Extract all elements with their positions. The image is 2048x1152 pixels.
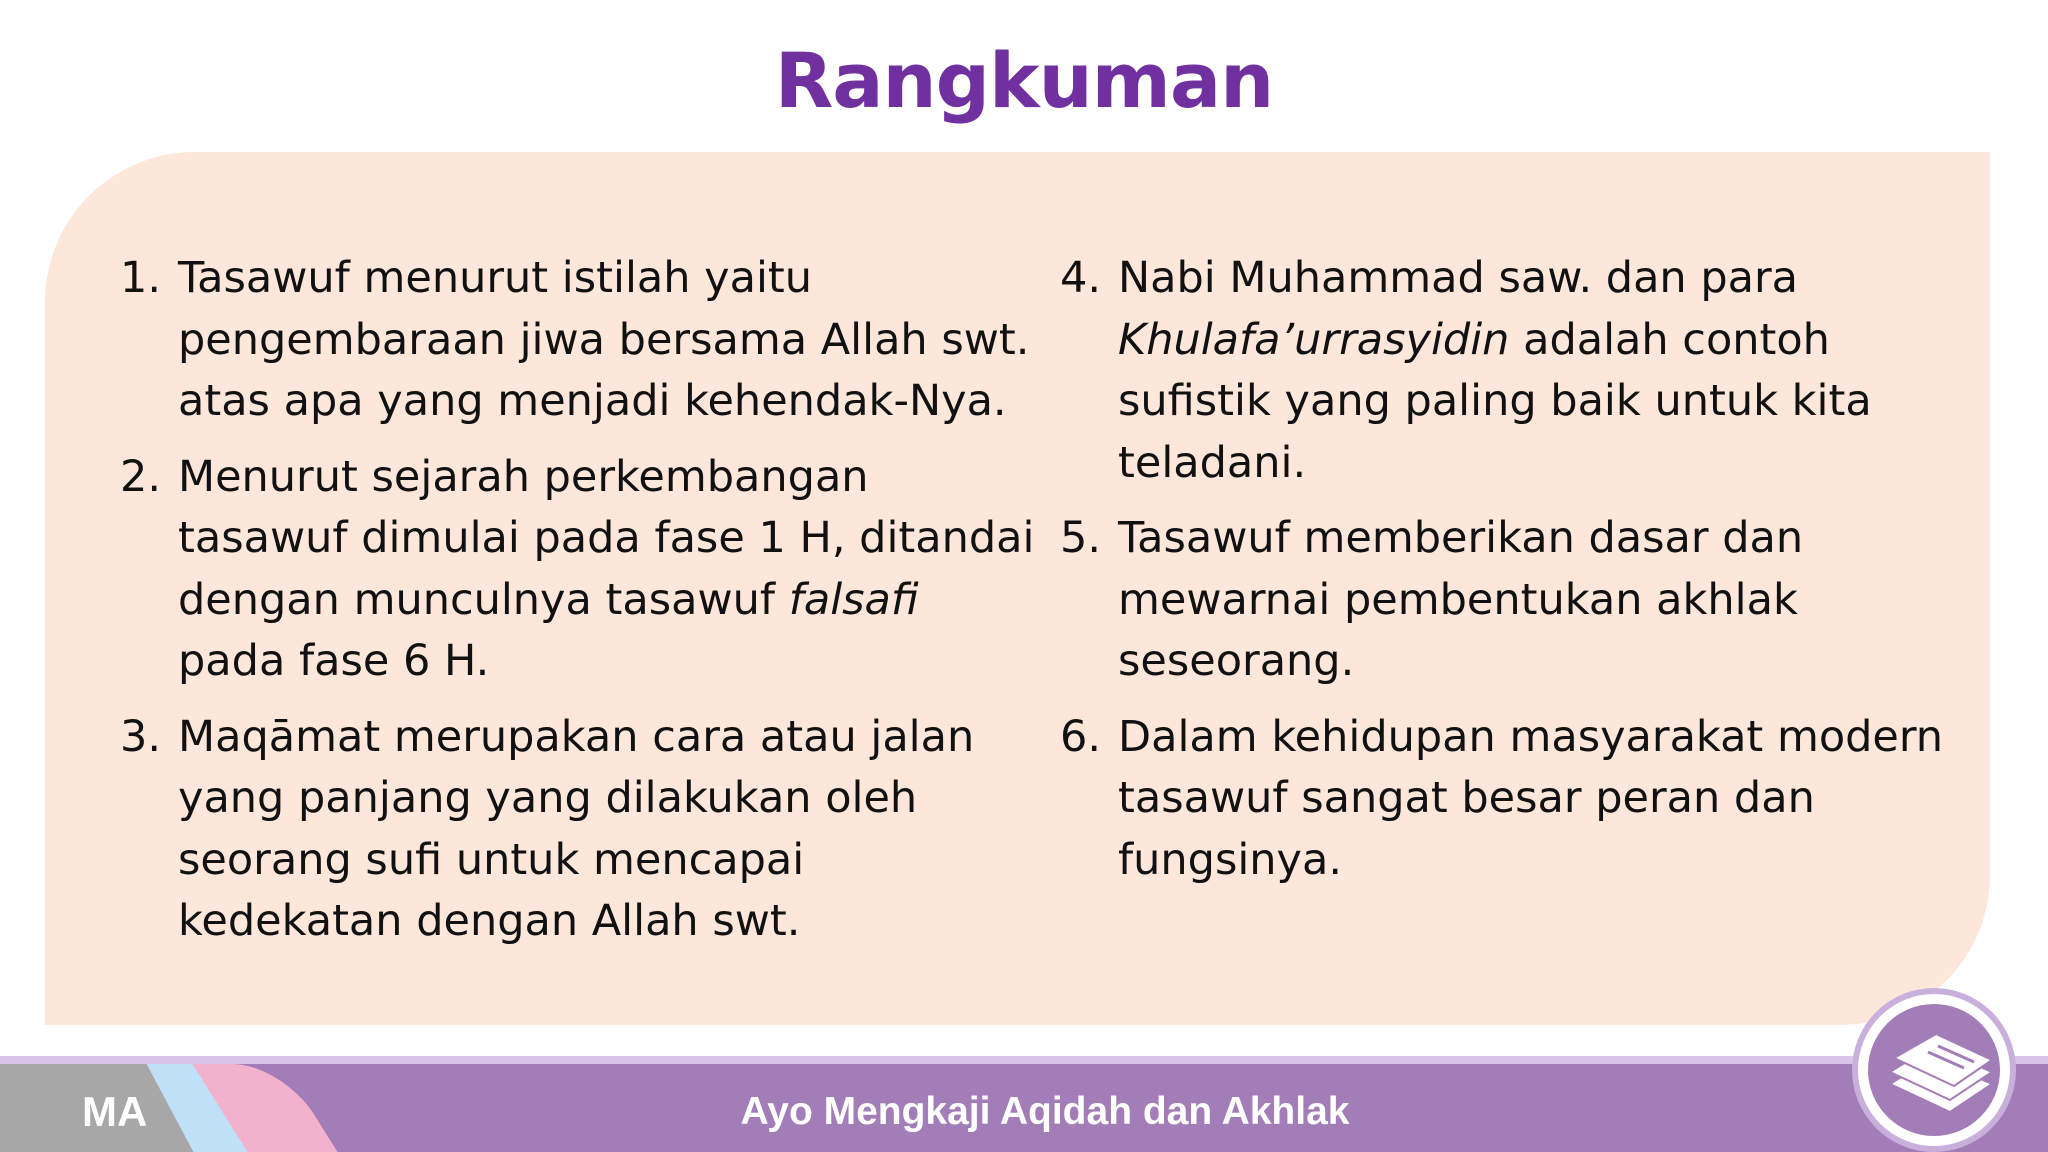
footer-band <box>0 1056 2048 1152</box>
summary-text: fungsinya. <box>1118 834 1343 885</box>
summary-item-line <box>1118 570 1940 632</box>
summary-item <box>1060 248 1940 494</box>
summary-item-line <box>178 248 1010 310</box>
slide-title: Rangkuman <box>774 36 1274 125</box>
summary-item-line <box>1118 768 1940 830</box>
summary-text: Nabi Muhammad saw. dan para <box>1118 253 1799 303</box>
summary-item-line <box>1118 830 1940 892</box>
summary-item-line <box>178 508 1035 570</box>
summary-text: Tasawuf menurut istilah yaitu <box>178 253 813 303</box>
summary-text: adalah contoh <box>1509 314 1830 365</box>
summary-text: sufistik yang paling baik untuk kita <box>1118 376 1872 426</box>
summary-item <box>1060 707 1944 892</box>
summary-text: Menurut sejarah perkembangan <box>178 451 869 502</box>
italic-term: falsafi <box>788 574 919 625</box>
summary-item-line <box>178 707 1010 769</box>
summary-text: Dalam kehidupan masyarakat modern <box>1118 711 1944 762</box>
summary-text: tasawuf dimulai pada fase 1 H, ditandai <box>178 513 1035 563</box>
summary-text: Tasawuf memberikan dasar dan <box>1118 513 1804 563</box>
italic-term: Khulafa’urrasyidin <box>1118 314 1510 365</box>
summary-text: pada fase 6 H. <box>178 636 490 686</box>
summary-text: Maqāmat merupakan cara atau jalan <box>178 711 975 762</box>
summary-item-line <box>1118 371 1940 433</box>
footer-top-line <box>0 1056 2048 1064</box>
summary-text: atas apa yang menjadi kehendak-Nya. <box>178 376 1007 426</box>
summary-item-line <box>178 830 1010 892</box>
summary-text: kedekatan dengan Allah swt. <box>178 896 801 946</box>
summary-item <box>120 707 1010 953</box>
footer-book-title: Ayo Mengkaji Aqidah dan Akhlak <box>740 1090 1350 1133</box>
summary-text: pengembaraan jiwa bersama Allah swt. <box>178 314 1030 365</box>
summary-item <box>120 447 1035 693</box>
book-logo-badge <box>1852 988 2016 1152</box>
summary-list-right <box>1060 248 1944 905</box>
summary-text: seseorang. <box>1118 636 1355 686</box>
summary-text: tasawuf sangat besar peran dan <box>1118 773 1815 823</box>
summary-item <box>1060 508 1940 693</box>
summary-item-line <box>178 891 1010 953</box>
summary-item-number: 5. <box>1060 513 1102 563</box>
summary-item-number: 2. <box>120 451 162 502</box>
summary-text: yang panjang yang dilakukan oleh <box>178 773 918 823</box>
summary-text: teladani. <box>1118 437 1307 488</box>
summary-text: seorang sufi untuk mencapai <box>178 834 805 885</box>
summary-item-line <box>1118 707 1944 769</box>
summary-item-number: 6. <box>1060 711 1102 762</box>
summary-item-line <box>1118 508 1940 570</box>
summary-item-line <box>1118 631 1940 693</box>
summary-item-line <box>1118 310 1940 372</box>
summary-item-line <box>178 768 1010 830</box>
summary-item-line <box>178 310 1030 372</box>
summary-item-line <box>1118 433 1940 495</box>
summary-item <box>120 248 1030 433</box>
summary-item-number: 1. <box>120 253 162 303</box>
summary-list-left <box>120 248 1035 967</box>
summary-item-number: 3. <box>120 711 162 762</box>
footer-level-label: MA <box>82 1088 148 1135</box>
summary-item-number: 4. <box>1060 253 1102 303</box>
summary-item-line <box>178 631 1010 693</box>
summary-item-line <box>178 570 1010 632</box>
stacked-books-icon <box>1880 1022 2000 1122</box>
summary-item-line <box>178 447 1010 509</box>
summary-item-line <box>178 371 1010 433</box>
summary-text: dengan munculnya tasawuf <box>178 574 789 625</box>
summary-text: mewarnai pembentukan akhlak <box>1118 574 1798 625</box>
summary-item-line <box>1118 248 1940 310</box>
